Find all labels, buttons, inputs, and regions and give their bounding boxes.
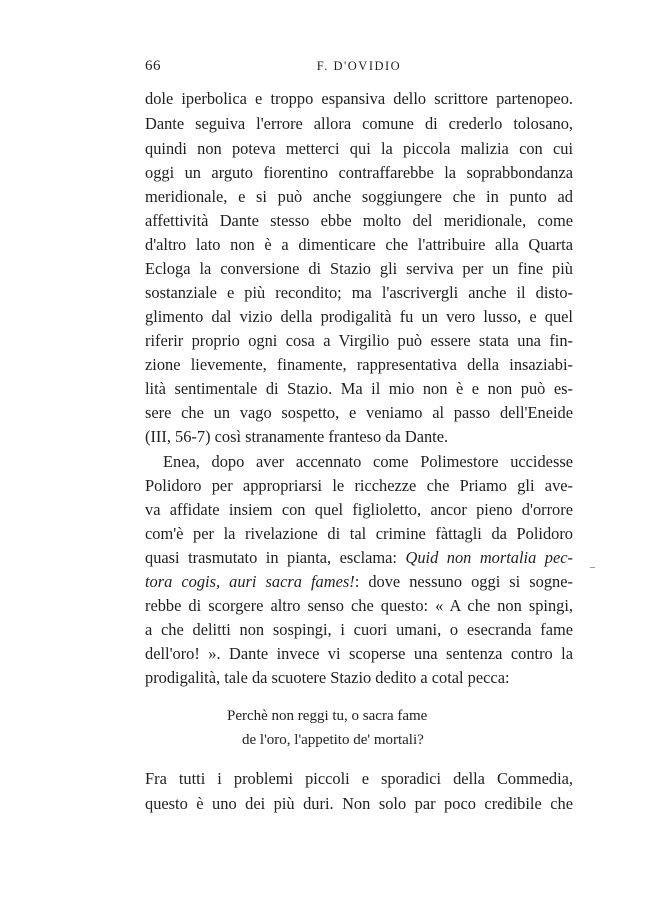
verse-line: de l'oro, l'appetito de' mortali? <box>242 732 424 748</box>
text-line: (III, 56-7) così stranamente franteso da Dante. <box>145 427 449 446</box>
text-line: riferir proprio ogni cosa a Virgilio può essere stata una fin- <box>145 331 573 350</box>
page-number: 66 <box>145 58 161 74</box>
text-line: Ecloga la conversione di Stazio gli serviva per un fine più <box>145 259 573 278</box>
running-title: F. D'OVIDIO <box>316 59 402 73</box>
latin-quote: tora cogis, auri sacra fames! <box>145 572 355 591</box>
text-line: glimento dal vizio della prodigalità fu un vero lusso, e quel <box>145 307 573 326</box>
text-line: lità sentimentale di Stazio. Ma il mio non è e non può es- <box>145 379 573 398</box>
latin-quote: Quid non mortalia pec- <box>405 548 573 567</box>
text-line: Fra tutti i problemi piccoli e sporadici della Commedia, <box>145 769 573 788</box>
text-line: zione lievemente, finamente, rappresentativa della insaziabi- <box>145 355 573 374</box>
text-line: a che delitti non sospingi, i cuori umani, o esecranda fame <box>145 620 573 639</box>
text-line: d'altro lato non è a dimenticare che l'attribuire alla Quarta <box>145 235 573 254</box>
text-line: com'è per la rivelazione di tal crimine fàttagli da Polidoro <box>145 524 573 543</box>
text-line: va affidate insiem con quel figlioletto, ancor pieno d'orrore <box>145 500 573 519</box>
text-line: Enea, dopo aver accennato come Polimestore uccidesse <box>163 452 573 471</box>
text-line: dole iperbolica e troppo espansiva dello scrittore partenopeo. <box>145 89 573 108</box>
margin-mark <box>590 567 595 568</box>
text-line: Dante seguiva l'errore allora comune di crederlo tolosano, <box>145 114 573 133</box>
text-line: rebbe di scorgere altro senso che questo: « A che non spingi, <box>145 596 573 615</box>
text-span: quasi trasmutato in pianta, esclama: <box>145 548 406 567</box>
verse-line: Perchè non reggi tu, o sacra fame <box>227 708 428 724</box>
text-line: dell'oro! ». Dante invece vi scoperse una sentenza contro la <box>145 644 573 663</box>
text-line: affettività Dante stesso ebbe molto del meridionale, come <box>145 211 573 230</box>
text-line: questo è uno dei più duri. Non solo par poco credibile che <box>145 794 573 813</box>
text-line: oggi un arguto fiorentino contraffarebbe la soprabbondanza <box>145 163 573 182</box>
text-line: Polidoro per appropriarsi le ricchezze che Priamo gli ave- <box>145 476 573 495</box>
text-line: sere che un vago sospetto, e veniamo al passo dell'Eneide <box>145 403 573 422</box>
text-line: quindi non poteva metterci qui la piccola malizia con cui <box>145 139 573 158</box>
text-span: : dove nessuno oggi si sogne- <box>354 572 573 591</box>
text-line: meridionale, e si può anche soggiungere che in punto ad <box>145 187 573 206</box>
text-line: sostanziale e più recondito; ma l'ascrivergli anche il disto- <box>145 283 573 302</box>
text-line <box>145 572 573 592</box>
text-line <box>145 548 573 568</box>
text-line: prodigalità, tale da scuotere Stazio dedito a cotal pecca: <box>145 668 510 687</box>
